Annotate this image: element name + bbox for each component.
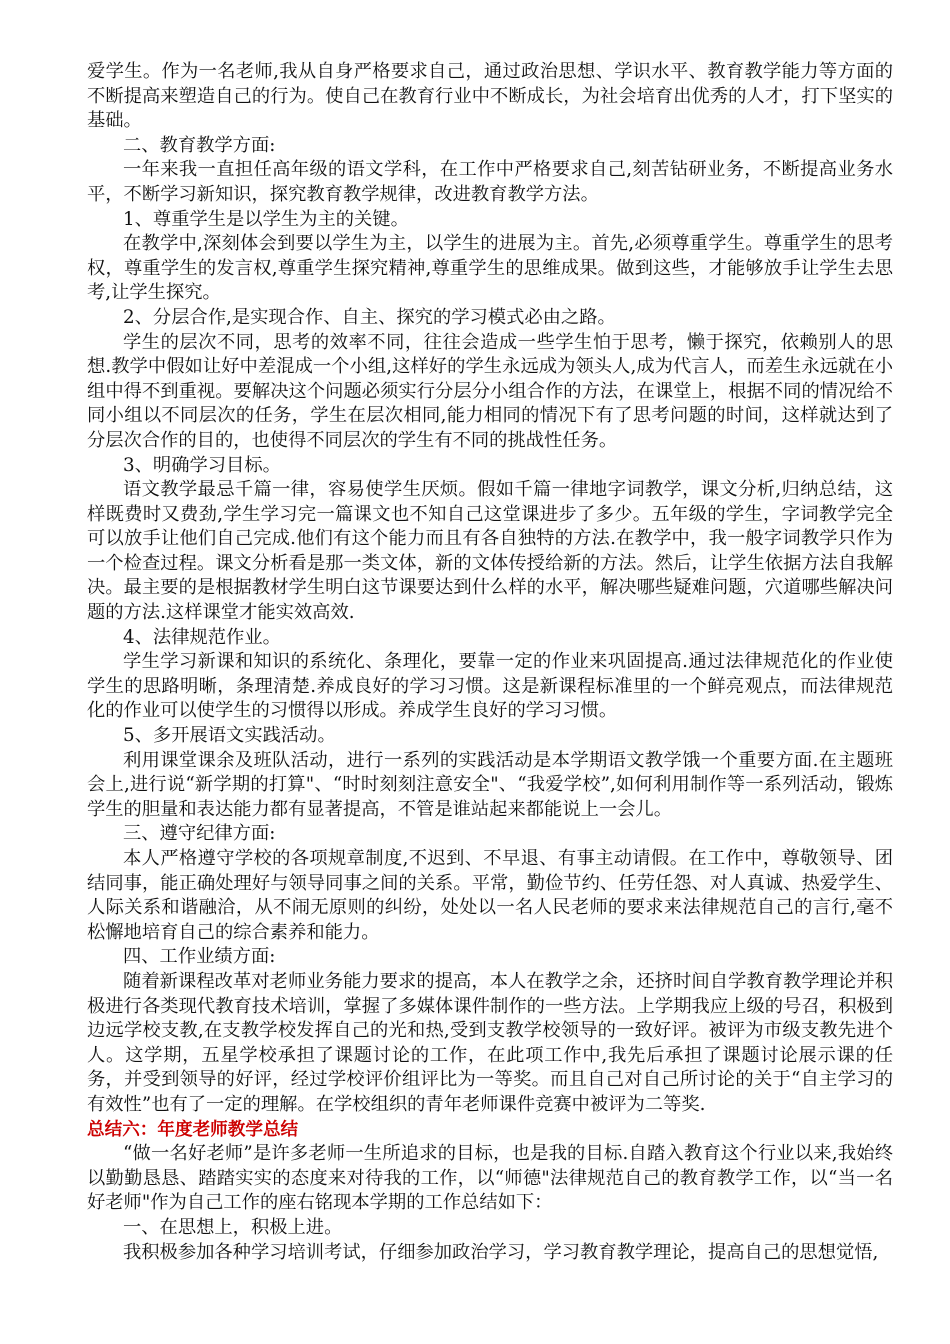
- paragraph-respect-students: 在教学中,深刻体会到要以学生为主，以学生的进展为主。首先,必须尊重学生。尊重学生的思考权，尊重学生的发言权,尊重学生探究精神,尊重学生的思维成果。做到这些，才能够放手让学生去思考,让学生探究。: [87, 233, 893, 304]
- section-heading-discipline: 三、遵守纪律方面:: [123, 823, 276, 845]
- paragraph-summary-six-intro: “做一名好老师”是许多老师一生所追求的目标，也是我的目标.自踏入教育这个行业以来,我始终以勤勤恳恳、踏踏实实的态度来对待我的工作，以“师德"法律规范自己的教育教学工作，以“当一名好老师"作为自己工作的座右铭现本学期的工作总结如下：: [87, 1143, 893, 1214]
- item-heading-practice-activities: 5、多开展语文实践活动。: [123, 725, 336, 747]
- item-heading-respect-students: 1、尊重学生是以学生为主的关键。: [123, 208, 409, 230]
- item-heading-learning-goals: 3、明确学习目标。: [123, 454, 281, 476]
- paragraph-achievements: 随着新课程改革对老师业务能力要求的提高，本人在教学之余，还挤时间自学教育教学理论并积极进行各类现代教育技术培训，掌握了多媒体课件制作的一些方法。上学期我应上级的号召，积极到边远学校支教,在支教学校发挥自己的光和热,受到支教学校领导的一致好评。被评为市级支教先进个人。这学期，五星学校承担了课题讨论的工作，在此项工作中,我先后承担了课题讨论展示课的任务，并受到领导的好评，经过学校评价组评比为一等奖。而且自己对自己所讨论的关于“自主学习的有效性”也有了一定的理解。在学校组织的青年老师课件竞赛中被评为二等奖.: [87, 970, 893, 1115]
- item-heading-homework: 4、法律规范作业。: [123, 626, 281, 648]
- paragraph-practice-activities: 利用课堂课余及班队活动，进行一系列的实践活动是本学期语文教学饿一个重要方面.在主题班会上,进行说“新学期的打算"、“时时刻刻注意安全"、“我爱学校”,如何利用制作等一系列活动，锻炼学生的胆量和表达能力都有显著提高，不管是谁站起来都能说上一会儿。: [87, 749, 893, 820]
- paragraph-teaching-overview: 一年来我一直担任高年级的语文学科，在工作中严格要求自己,刻苦钻研业务，不断提高业务水平，不断学习新知识，探究教育教学规律，改进教育教学方法。: [87, 159, 893, 205]
- summary-six-title: 总结六：年度老师教学总结: [87, 1119, 299, 1140]
- section-heading-ideology: 一、在思想上，积极上进。: [123, 1216, 343, 1238]
- paragraph-ideology: 我积极参加各种学习培训考试，仔细参加政治学习，学习教育教学理论，提高自己的思想觉悟,: [123, 1241, 879, 1263]
- paragraph-ethics-intro: 爱学生。作为一名老师,我从自身严格要求自己，通过政治思想、学识水平、教育教学能力等方面的不断提高来塑造自己的行为。使自己在教育行业中不断成长，为社会培育出优秀的人才，打下坚实的基础。: [87, 61, 893, 132]
- paragraph-discipline: 本人严格遵守学校的各项规章制度,不迟到、不早退、有事主动请假。在工作中，尊敬领导、团结同事，能正确处理好与领导同事之间的关系。平常，勤俭节约、任劳任怨、对人真诚、热爱学生、人际关系和谐融洽，从不闹无原则的纠纷，处处以一名人民老师的要求来法律规范自己的言行,毫不松懈地培育自己的综合素养和能力。: [87, 848, 893, 943]
- section-heading-teaching: 二、教育教学方面:: [123, 134, 276, 156]
- paragraph-homework: 学生学习新课和知识的系统化、条理化，要靠一定的作业来巩固提高.通过法律规范化的作业使学生的思路明晰，条理清楚.养成良好的学习习惯。这是新课程标准里的一个鲜亮观点，而法律规范化的作业可以使学生的习惯得以形成。养成学生良好的学习习惯。: [87, 651, 893, 722]
- section-heading-achievements: 四、工作业绩方面:: [123, 946, 276, 968]
- item-heading-layered-cooperation: 2、分层合作,是实现合作、自主、探究的学习模式必由之路。: [123, 306, 616, 328]
- paragraph-layered-cooperation: 学生的层次不同，思考的效率不同，往往会造成一些学生怕于思考，懒于探究，依赖别人的思想.教学中假如让好中差混成一个小组,这样好的学生永远成为领头人,成为代言人，而差生永远就在小组中得不到重视。要解决这个问题必须实行分层分小组合作的方法，在课堂上，根据不同的情况给不同小组以不同层次的任务，学生在层次相同,能力相同的情况下有了思考问题的时间，这样就达到了分层次合作的目的，也使得不同层次的学生有不同的挑战性任务。: [87, 331, 893, 451]
- document-page: [87, 60, 893, 1265]
- paragraph-learning-goals: 语文教学最忌千篇一律，容易使学生厌烦。假如千篇一律地字词教学，课文分析,归纳总结，这样既费时又费劲,学生学习完一篇课文也不知自己这堂课进步了多少。五年级的学生，字词教学完全可以放手让他们自己完成.他们有这个能力而且有各自独特的方法.在教学中，我一般字词教学只作为一个检查过程。课文分析看是那一类文体，新的文体传授给新的方法。然后，让学生依据方法自我解决。最主要的是根据教材学生明白这节课要达到什么样的水平，解决哪些疑难问题，穴道哪些解决问题的方法.这样课堂才能实效高效.: [87, 479, 893, 624]
